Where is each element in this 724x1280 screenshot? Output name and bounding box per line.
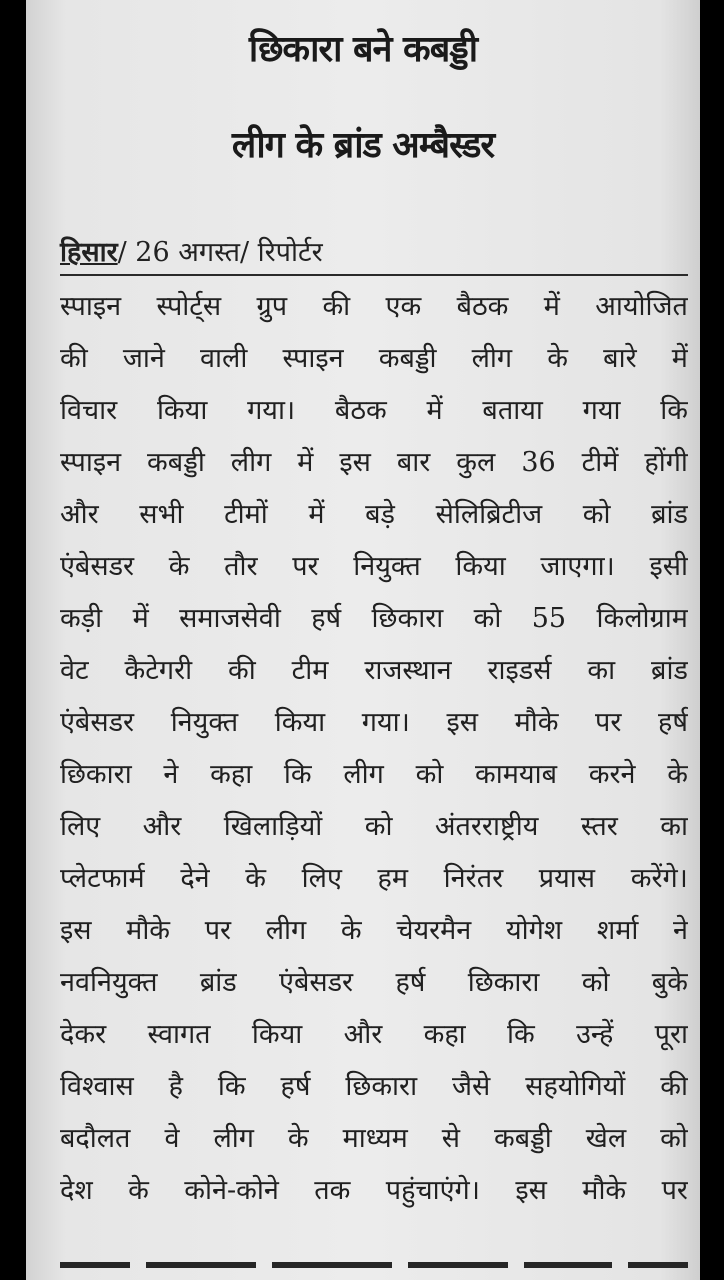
body-word: बारे: [603, 343, 637, 374]
body-word: ग्रुप: [256, 291, 288, 322]
article-body-line: [60, 594, 688, 644]
body-word: तौर: [224, 551, 258, 582]
body-word: 36: [521, 447, 556, 478]
headline-line-1: छिकारा बने कबड्डी: [248, 29, 478, 70]
article-body-line: [60, 1166, 688, 1216]
body-word: हर्ष: [395, 967, 426, 998]
body-word: कबड्डी: [147, 447, 205, 478]
article-body-line: [60, 1010, 688, 1060]
body-word: कि: [217, 1071, 246, 1102]
body-word: हर्ष: [311, 603, 342, 634]
body-word: पर: [204, 915, 232, 946]
article-body-line: [60, 750, 688, 800]
body-word: में: [308, 499, 325, 530]
body-word: कड़ी: [60, 603, 103, 634]
body-word: का: [660, 811, 688, 842]
article-body-line: [60, 386, 688, 436]
body-word: को: [582, 499, 611, 530]
article-body-line: [60, 802, 688, 852]
body-word: समाजसेवी: [179, 603, 281, 634]
body-word: ने: [672, 915, 688, 946]
body-word: विचार: [60, 395, 118, 426]
body-word: इस: [339, 447, 371, 478]
body-word: ब्रांड: [199, 967, 237, 998]
body-word: अंतरराष्ट्रीय: [434, 811, 539, 842]
body-word: लिए: [60, 811, 101, 842]
article-body-line: [60, 1114, 688, 1164]
body-word: की: [322, 291, 351, 322]
body-word: तक: [314, 1175, 351, 1206]
dateline: [60, 234, 688, 276]
article-body-line: [60, 698, 688, 748]
body-word: वे: [164, 1123, 180, 1154]
body-word: नियुक्त: [353, 551, 421, 582]
dateline-city: हिसार: [60, 237, 118, 268]
body-word: चेयरमैन: [396, 915, 472, 946]
body-word: लिए: [301, 863, 342, 894]
body-word: गया: [582, 395, 621, 426]
headline-line-2: लीग के ब्रांड अम्बैस्डर: [231, 125, 495, 166]
body-word: लीग: [213, 1123, 254, 1154]
article-body-line: [60, 958, 688, 1008]
body-word: मौके: [582, 1175, 627, 1206]
article-body-line: [60, 334, 688, 384]
body-word: शर्मा: [596, 915, 639, 946]
body-word: के: [287, 1123, 309, 1154]
body-word: माध्यम: [342, 1123, 408, 1154]
body-word: एंबेसडर: [60, 707, 135, 738]
body-word: पूरा: [654, 1019, 688, 1050]
article-body-line: [60, 282, 688, 332]
body-word: की: [228, 655, 256, 686]
body-word: वेट: [60, 655, 89, 686]
article-body-line: [60, 1062, 688, 1112]
body-word: एंबेसडर: [279, 967, 354, 998]
body-word: कि: [660, 395, 688, 426]
body-word: कामयाब: [475, 759, 557, 790]
body-word: सेलिब्रिटीज: [435, 499, 543, 530]
body-word: के: [340, 915, 362, 946]
body-word: आयोजित: [595, 291, 688, 322]
body-word: कहा: [423, 1019, 466, 1050]
body-word: छिकारा: [345, 1071, 418, 1102]
body-word: बड़े: [365, 499, 395, 530]
body-word: के: [667, 759, 688, 790]
body-word: मौके: [126, 915, 171, 946]
cut-off-text-line: [60, 1262, 688, 1280]
body-word: स्पोर्ट्स: [156, 291, 222, 322]
body-word: को: [581, 967, 610, 998]
body-word: इस: [60, 915, 92, 946]
body-word: में: [426, 395, 443, 426]
body-word: प्रयास: [538, 863, 596, 894]
body-word: और: [343, 1019, 383, 1050]
body-word: कुल: [456, 447, 496, 478]
body-word: पर: [292, 551, 319, 582]
body-word: स्तर: [580, 811, 618, 842]
body-word: लीग: [230, 447, 272, 478]
body-word: करने: [588, 759, 636, 790]
body-word: कबड्डी: [378, 343, 437, 374]
body-word: लीग: [343, 759, 384, 790]
body-word: कि: [507, 1019, 535, 1050]
body-word: जैसे: [452, 1071, 491, 1102]
body-word: गया।: [361, 707, 410, 738]
body-word: के: [168, 551, 190, 582]
body-word: नियुक्त: [170, 707, 239, 738]
body-word: कोने-कोने: [184, 1175, 279, 1206]
body-word: लीग: [265, 915, 307, 946]
body-word: एंबेसडर: [60, 551, 135, 582]
body-word: वाली: [200, 343, 248, 374]
body-word: छिकारा: [371, 603, 444, 634]
body-word: गया।: [247, 395, 296, 426]
body-word: के: [128, 1175, 149, 1206]
body-word: मौके: [514, 707, 559, 738]
body-word: है: [168, 1071, 183, 1102]
body-word: कैटेगरी: [124, 655, 193, 686]
body-word: खिलाड़ियों: [223, 811, 323, 842]
body-word: राइडर्स: [487, 655, 552, 686]
body-word: देश: [60, 1175, 93, 1206]
body-word: में: [132, 603, 149, 634]
body-word: जाएगा।: [540, 551, 615, 582]
article-body-line: [60, 854, 688, 904]
article-body-line: [60, 490, 688, 540]
body-word: हर्ष: [280, 1071, 311, 1102]
body-word: सभी: [139, 499, 184, 530]
body-word: स्पाइन: [282, 343, 344, 374]
body-word: छिकारा: [60, 759, 132, 790]
body-word: स्वागत: [147, 1019, 211, 1050]
body-word: बताया: [482, 395, 543, 426]
body-word: इस: [515, 1175, 547, 1206]
body-word: खेल: [585, 1123, 627, 1154]
body-word: करेंगे।: [630, 863, 688, 894]
body-word: के: [547, 343, 569, 374]
body-word: कहा: [210, 759, 253, 790]
body-word: ब्रांड: [651, 499, 688, 530]
body-word: उन्हें: [576, 1019, 614, 1050]
body-word: एक: [385, 291, 422, 322]
body-word: बैठक: [334, 395, 387, 426]
body-word: कि: [283, 759, 312, 790]
body-word: टीमों: [224, 499, 268, 530]
body-word: नवनियुक्त: [60, 967, 158, 998]
body-word: इस: [446, 707, 478, 738]
body-word: बुके: [651, 967, 688, 998]
body-word: टीमें: [581, 447, 619, 478]
body-word: का: [587, 655, 616, 686]
body-word: किया: [455, 551, 506, 582]
body-word: किया: [274, 707, 326, 738]
body-word: ब्रांड: [651, 655, 688, 686]
body-word: ने: [163, 759, 179, 790]
article-body-line: [60, 906, 688, 956]
body-word: हम: [377, 863, 409, 894]
body-word: स्पाइन: [60, 447, 122, 478]
body-word: को: [660, 1123, 688, 1154]
article-body-line: [60, 438, 688, 488]
body-word: में: [297, 447, 314, 478]
body-word: 55: [531, 603, 567, 634]
body-word: सहयोगियों: [525, 1071, 626, 1102]
body-word: और: [142, 811, 182, 842]
body-word: किलोग्राम: [596, 603, 688, 634]
body-word: देने: [180, 863, 210, 894]
body-word: राजस्थान: [364, 655, 452, 686]
body-word: जाने: [122, 343, 165, 374]
body-word: बदौलत: [60, 1123, 131, 1154]
body-word: निरंतर: [443, 863, 504, 894]
body-word: देकर: [60, 1019, 107, 1050]
body-word: को: [364, 811, 393, 842]
body-word: इसी: [649, 551, 688, 582]
body-word: के: [245, 863, 267, 894]
body-word: छिकारा: [467, 967, 540, 998]
body-word: की: [60, 343, 88, 374]
body-word: पर: [595, 707, 622, 738]
article-body-line: [60, 542, 688, 592]
body-word: विश्वास: [60, 1071, 134, 1102]
body-word: पहुंचाएंगे।: [385, 1175, 480, 1206]
body-word: टीम: [291, 655, 329, 686]
body-word: लीग: [471, 343, 513, 374]
body-word: पर: [661, 1175, 688, 1206]
body-word: को: [415, 759, 444, 790]
body-word: किया: [251, 1019, 303, 1050]
body-word: कबड्डी: [494, 1123, 552, 1154]
body-word: बार: [396, 447, 431, 478]
newspaper-clipping: [26, 0, 700, 1280]
body-word: बैठक: [456, 291, 509, 322]
body-word: में: [543, 291, 560, 322]
body-word: प्लेटफार्म: [60, 863, 145, 894]
body-word: में: [671, 343, 688, 374]
body-word: को: [473, 603, 502, 634]
dateline-rest: / 26 अगस्त/ रिपोर्टर: [117, 237, 323, 268]
body-word: से: [441, 1123, 461, 1154]
body-word: होंगी: [644, 447, 688, 478]
body-word: हर्ष: [658, 707, 688, 738]
body-word: स्पाइन: [60, 291, 122, 322]
body-word: योगेश: [505, 915, 563, 946]
body-word: और: [60, 499, 99, 530]
article-body-line: [60, 646, 688, 696]
body-word: किया: [156, 395, 208, 426]
body-word: की: [660, 1071, 688, 1102]
